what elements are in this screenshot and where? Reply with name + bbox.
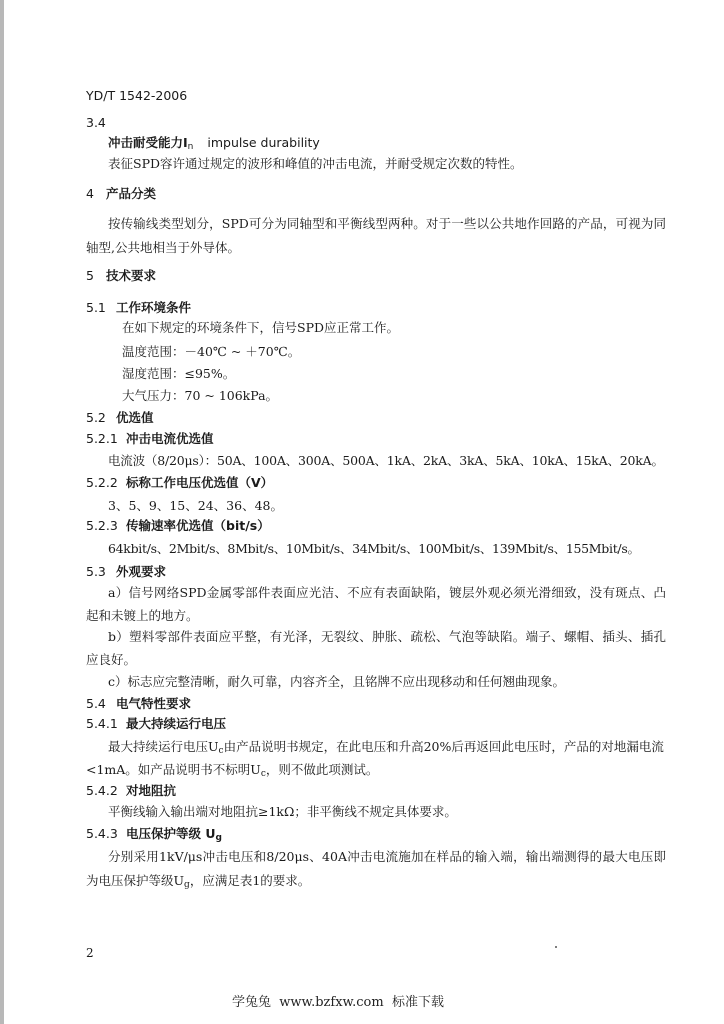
section-5-title: 技术要求 [106, 268, 157, 283]
section-5-2-number: 5.2 [86, 410, 106, 425]
section-5-2-1-number: 5.2.1 [86, 431, 118, 446]
max-voltage-line1 [108, 741, 664, 756]
ground-impedance-text: 平衡线输入输出端对地阻抗≥1kΩ；非平衡线不规定具体要求。 [108, 804, 457, 819]
protection-level-ug-sub: g [184, 880, 190, 890]
env-temperature: 温度范围：－40℃ ~ ＋70℃。 [122, 344, 301, 359]
max-voltage-line2 [86, 764, 378, 779]
section-5-2-3-number: 5.2.3 [86, 518, 118, 533]
section-4-para-line1: 按传输线类型划分，SPD可分为同轴型和平衡线型两种。对于一些以公共地作回路的产品，可视为同 [108, 216, 666, 231]
section-5-4-heading [86, 698, 191, 711]
impulse-current-values: 电流波（8/20μs）：50A、100A、300A、500A、1kA、2kA、3kA、5kA、10kA、15kA、20kA。 [108, 453, 664, 468]
max-voltage-uc-sub-2: c [260, 769, 266, 779]
term-zh: 冲击耐受能力I [108, 135, 188, 150]
max-voltage-line2-a: <1mA。如产品说明书不标明U [86, 762, 261, 777]
scan-speck [555, 946, 557, 948]
appearance-a-line1: a）信号网络SPD金属零部件表面应光洁、不应有表面缺陷，镀层外观必须光滑细致，没有斑点、凸 [108, 585, 666, 600]
env-intro: 在如下规定的环境条件下，信号SPD应正常工作。 [122, 320, 399, 335]
section-5-2-3-title: 传输速率优选值（bit/s） [126, 518, 270, 533]
section-5-1-heading [86, 302, 191, 315]
appearance-c-line1: c）标志应完整清晰，耐久可靠，内容齐全，且铭牌不应出现移动和任何翘曲现象。 [108, 674, 566, 689]
max-voltage-line2-b: ，则不做此项测试。 [265, 762, 379, 777]
section-5-2-title: 优选值 [116, 410, 154, 425]
standard-number: YD/T 1542-2006 [86, 88, 188, 103]
section-5-2-1-title: 冲击电流优选值 [126, 431, 214, 446]
section-5-1-title: 工作环境条件 [116, 300, 192, 315]
term-subscript: n [187, 142, 194, 152]
section-5-3-title: 外观要求 [116, 564, 167, 579]
section-5-4-3-title-sub: g [215, 833, 222, 843]
section-5-1-number: 5.1 [86, 300, 106, 315]
section-5-4-1-title: 最大持续运行电压 [126, 716, 227, 731]
protection-level-line2-a: 为电压保护等级U [86, 873, 185, 888]
section-5-2-1-heading [86, 433, 214, 446]
section-5-number: 5 [86, 268, 94, 283]
protection-level-line1: 分别采用1kV/μs冲击电压和8/20μs、40A冲击电流施加在样品的输入端，输出端测得的最大电压即 [108, 849, 666, 864]
section-5-4-2-number: 5.4.2 [86, 783, 118, 798]
section-5-2-2-number: 5.2.2 [86, 475, 118, 490]
section-5-2-3-heading [86, 520, 270, 533]
appearance-b-line2: 应良好。 [86, 652, 137, 667]
section-5-4-3-number: 5.4.3 [86, 826, 118, 841]
section-5-2-heading [86, 412, 154, 425]
section-5-2-2-title: 标称工作电压优选值（V） [126, 475, 274, 490]
protection-level-line2-b: ，应满足表1的要求。 [189, 873, 311, 888]
nominal-voltage-values: 3、5、9、15、24、36、48。 [108, 498, 283, 513]
appearance-a-line2: 起和未镀上的地方。 [86, 608, 199, 623]
section-4-para-line2: 轴型,公共地相当于外导体。 [86, 240, 240, 255]
section-5-4-2-title: 对地阻抗 [126, 783, 177, 798]
section-5-4-1-heading [86, 718, 226, 731]
section-5-4-title: 电气特性要求 [116, 696, 192, 711]
appearance-b-line1: b）塑料零部件表面应平整，有光泽，无裂纹、肿胀、疏松、气泡等缺陷。端子、螺帽、插头、插孔 [108, 629, 666, 644]
max-voltage-line1-b: 由产品说明书规定，在此电压和升高20%后再返回此电压时，产品的对地漏电流 [223, 739, 664, 754]
term-en: impulse durability [207, 135, 320, 150]
scan-edge [0, 0, 4, 1024]
env-pressure: 大气压力：70 ~ 106kPa。 [122, 388, 279, 403]
section-5-4-3-heading [86, 828, 222, 843]
max-voltage-uc-sub-1: c [218, 746, 224, 756]
max-voltage-line1-a: 最大持续运行电压U [108, 739, 219, 754]
section-4-title: 产品分类 [106, 186, 157, 201]
section-5-3-heading [86, 566, 166, 579]
term-heading [108, 137, 320, 152]
section-5-2-2-heading [86, 477, 273, 490]
section-4-number: 4 [86, 186, 94, 201]
env-humidity: 湿度范围：≤95%。 [122, 366, 236, 381]
term-definition: 表征SPD容许通过规定的波形和峰值的冲击电流，并耐受规定次数的特性。 [108, 156, 523, 171]
section-5-3-number: 5.3 [86, 564, 106, 579]
page-number: 2 [86, 946, 94, 960]
section-5-4-number: 5.4 [86, 696, 106, 711]
footer-watermark: 学兔兔 www.bzfxw.com 标准下载 [232, 995, 444, 1010]
section-5-heading [86, 270, 156, 283]
section-3-4-number: 3.4 [86, 115, 106, 130]
section-5-4-3-title: 电压保护等级 U [126, 826, 216, 841]
transmission-rate-values: 64kbit/s、2Mbit/s、8Mbit/s、10Mbit/s、34Mbit/s、100Mbit/s、139Mbit/s、155Mbit/s。 [108, 541, 640, 556]
protection-level-line2 [86, 875, 310, 890]
section-5-4-2-heading [86, 785, 176, 798]
section-5-4-1-number: 5.4.1 [86, 716, 118, 731]
section-4-heading [86, 188, 156, 201]
